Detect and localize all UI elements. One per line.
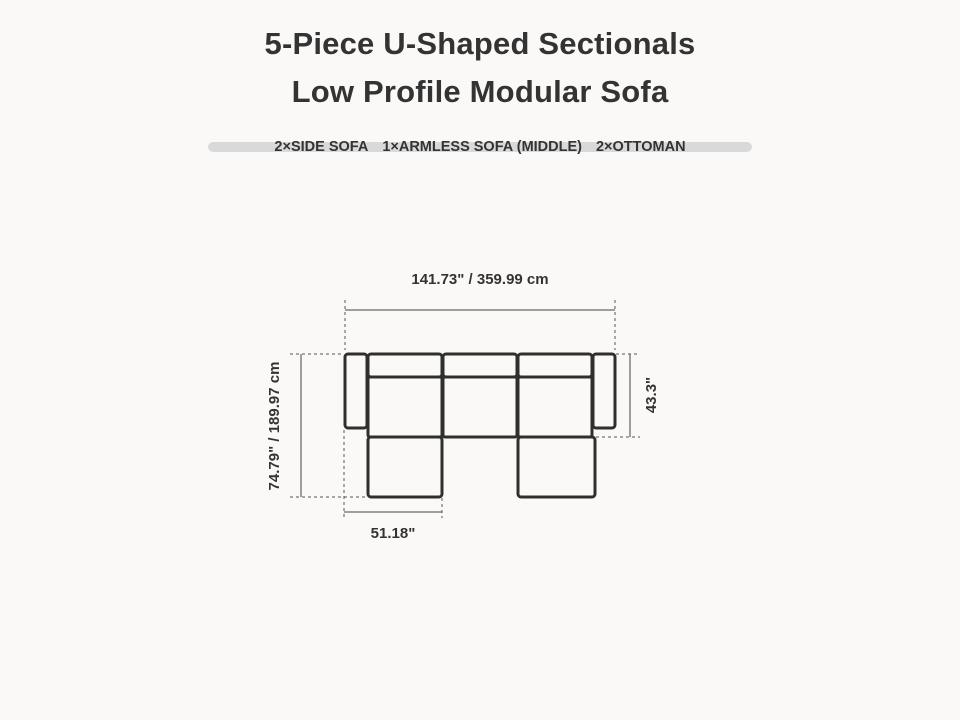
sofa-depth-label: 43.3" — [642, 376, 660, 414]
component-side-sofa: 2×SIDE SOFA — [274, 139, 369, 155]
seat-middle — [443, 377, 517, 437]
width-dimension — [345, 271, 615, 350]
component-ottoman: 2×OTTOMAN — [595, 139, 686, 155]
right-arm — [593, 354, 615, 428]
depth-label: 74.79" / 189.97 cm — [265, 361, 283, 491]
ottoman-left — [368, 437, 442, 497]
ottoman-right — [518, 437, 595, 497]
title-line-2: Low Profile Modular Sofa — [291, 74, 669, 109]
back-middle — [443, 354, 517, 377]
back-right — [518, 354, 592, 377]
left-arm — [345, 354, 367, 428]
width-label: 141.73" / 359.99 cm — [411, 271, 549, 288]
back-left — [368, 354, 442, 377]
sofa-pieces — [345, 354, 615, 497]
ottoman-width-label: 51.18" — [370, 525, 416, 542]
component-armless-sofa: 1×ARMLESS SOFA (MIDDLE) — [382, 139, 582, 155]
seat-right — [518, 377, 592, 437]
seat-left — [368, 377, 442, 437]
title-line-1: 5-Piece U-Shaped Sectionals — [264, 26, 696, 61]
